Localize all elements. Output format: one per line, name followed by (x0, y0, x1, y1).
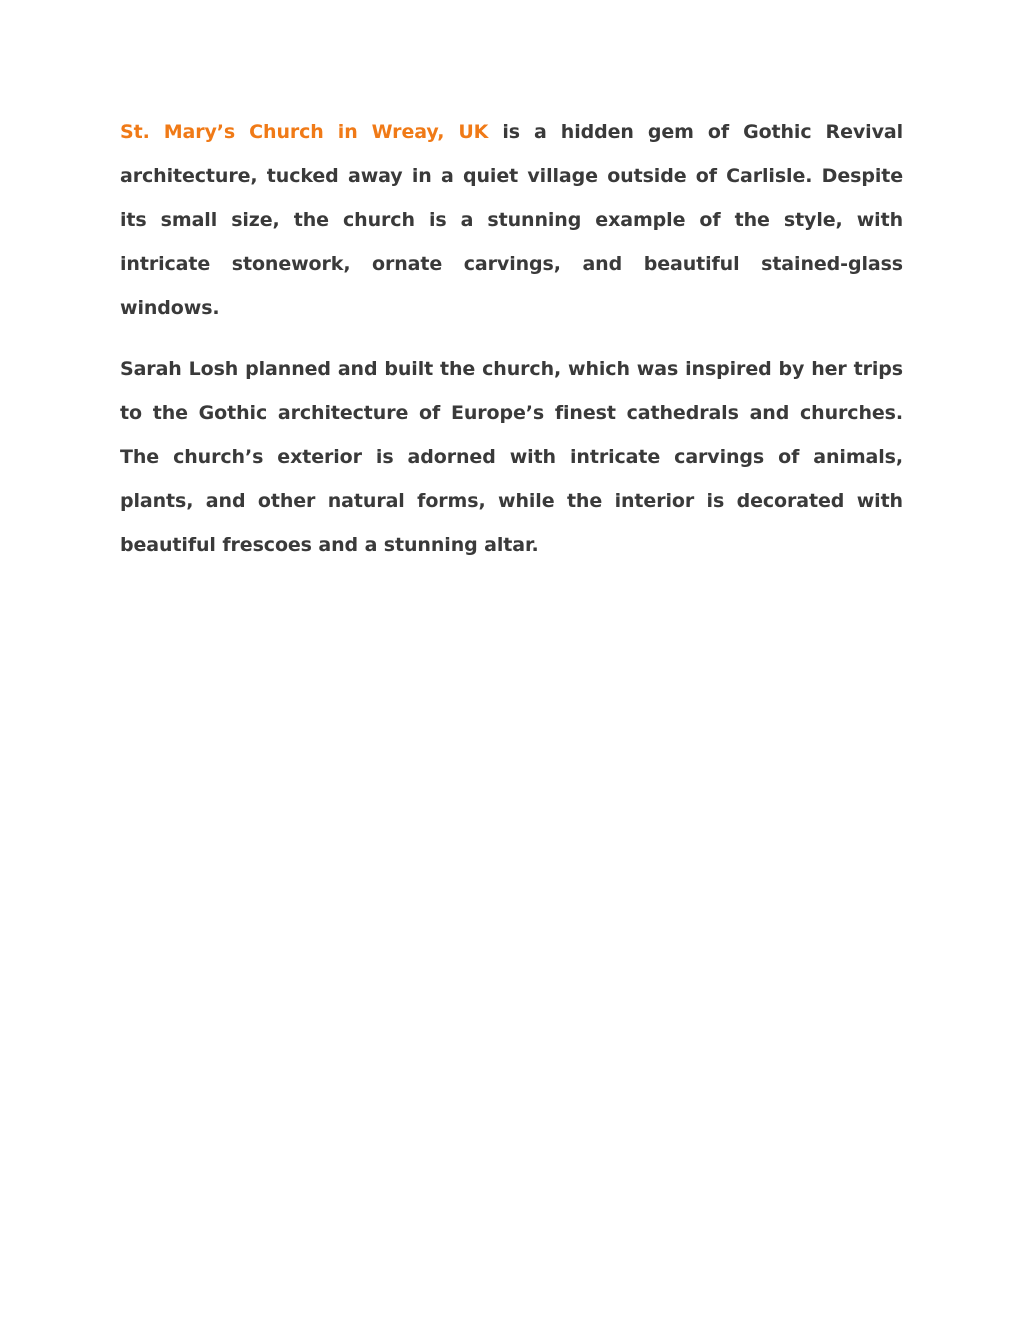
church-name-highlight: St. Mary’s Church in Wreay, UK (120, 121, 489, 143)
history-paragraph: Sarah Losh planned and built the church, which was inspired by her trips to the Gothic architecture of Europe’s finest cathedrals and churches. The church’s exterior is adorned with intricate carvings of animals, plants, and other natural forms, while the interior is decorated with beautiful frescoes and a stunning altar. (120, 358, 903, 556)
intro-paragraph (120, 110, 903, 330)
intro-paragraph-text: is a hidden gem of Gothic Revival architecture, tucked away in a quiet village outside of Carlisle. Despite its small size, the church is a stunning example of the style, with intricate stonework, ornate carvings, and beautiful stained-glass windows. (120, 121, 903, 319)
document-page (120, 110, 903, 567)
